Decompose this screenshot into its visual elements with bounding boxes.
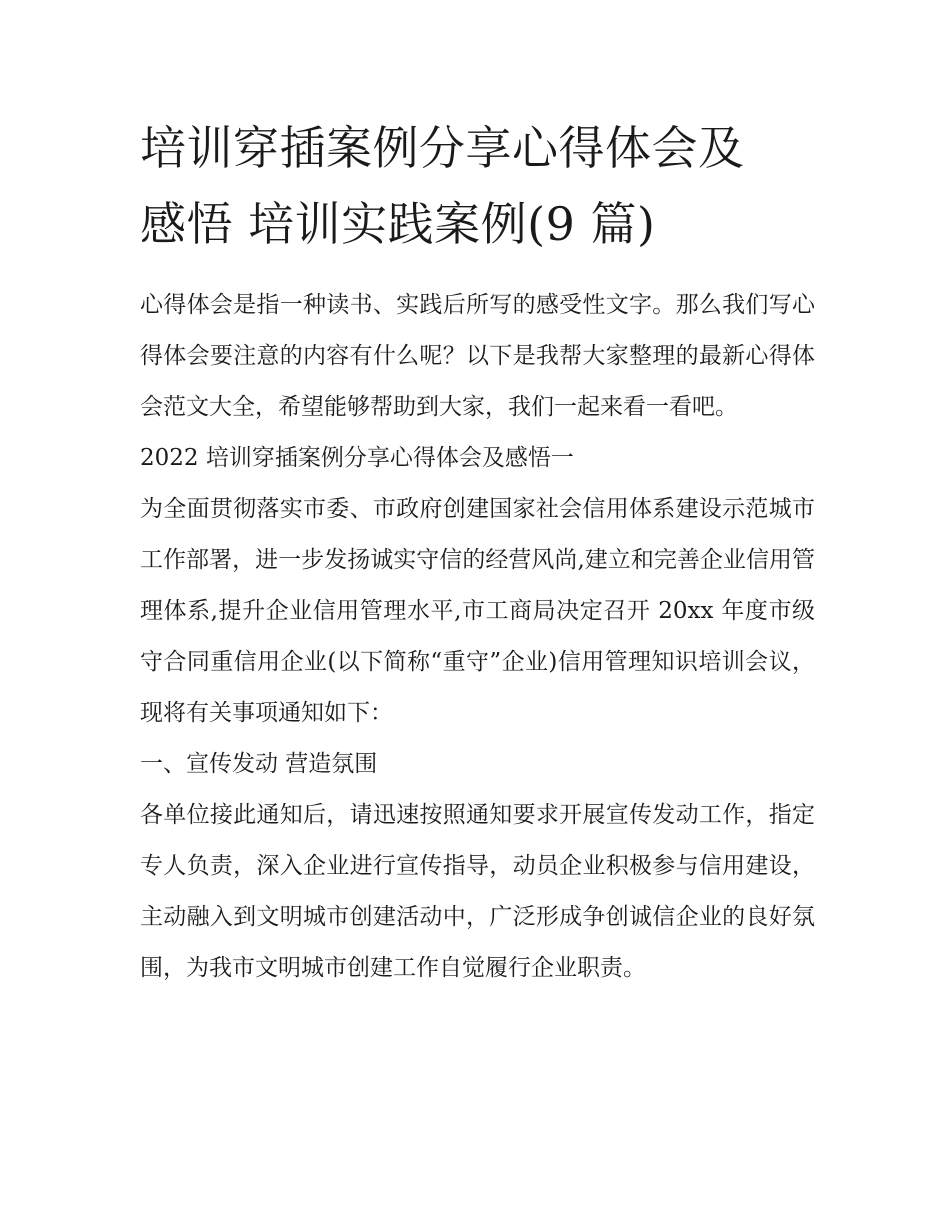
- document-page: [140, 110, 815, 994]
- intro-paragraph: 心得体会是指一种读书、实践后所写的感受性文字。那么我们写心得体会要注意的内容有什么呢？以下是我帮大家整理的最新心得体会范文大全，希望能够帮助到大家，我们一起来看一看吧。: [140, 292, 815, 420]
- document-body: [140, 280, 815, 994]
- document-title: [140, 110, 815, 262]
- notice-paragraph: 为全面贯彻落实市委、市政府创建国家社会信用体系建设示范城市工作部署，进一步发扬诚实守信的经营风尚,建立和完善企业信用管理体系,提升企业信用管理水平,市工商局决定召开 20xx 年度市级守合同重信用企业(以下简称“重守”企业)信用管理知识培训会议，现将有关事项通知如下：: [140, 496, 815, 726]
- item-heading: 一、宣传发动 营造氛围: [140, 751, 378, 777]
- section-title: 2022 培训穿插案例分享心得体会及感悟一: [140, 445, 574, 471]
- title-line-2: 感悟 培训实践案例(9 篇): [140, 197, 656, 251]
- item-paragraph: 各单位接此通知后，请迅速按照通知要求开展宣传发动工作，指定专人负责，深入企业进行宣传指导，动员企业积极参与信用建设，主动融入到文明城市创建活动中，广泛形成争创诚信企业的良好氛围，为我市文明城市创建工作自觉履行企业职责。: [140, 802, 815, 981]
- title-line-1: 培训穿插案例分享心得体会及: [140, 121, 745, 175]
